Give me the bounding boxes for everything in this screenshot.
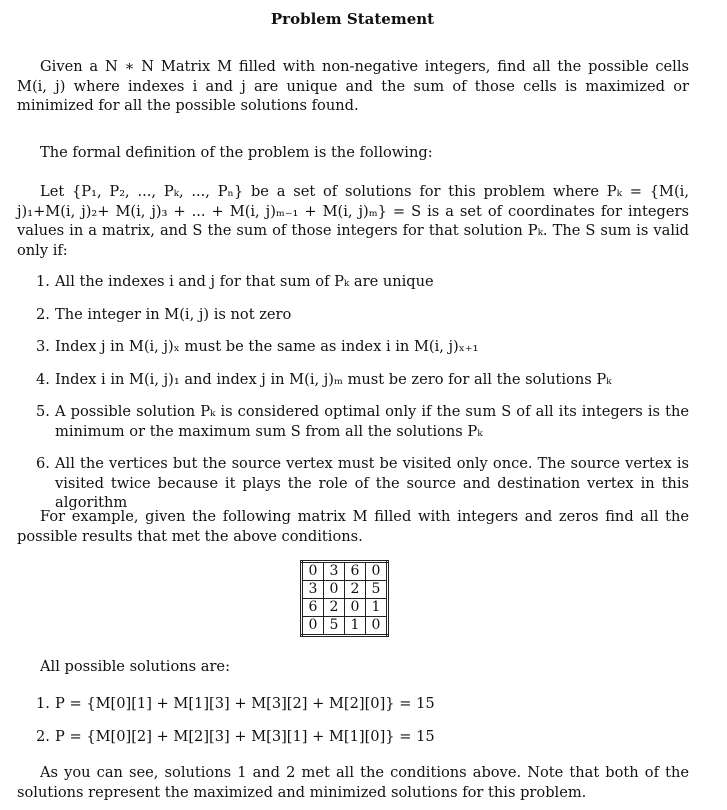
matrix-cell: 1 [345,617,366,636]
matrix-cell: 2 [345,581,366,599]
matrix-cell: 3 [324,562,345,581]
page-title: Problem Statement [270,10,435,28]
matrix-cell: 1 [366,599,388,617]
matrix-cell: 3 [302,581,324,599]
solution-item: 2. P = {M[0][2] + M[2][3] + M[3][1] + M[1][0]} = 15 [36,727,435,745]
definition-paragraph: Let {P₁, P₂, ..., Pₖ, ..., Pₙ} be a set of solutions for this problem where Pₖ = {M(i, j)₁+M(i, j)₂+ M(i, j)₃ + ... + M(i, j)ₘ₋₁ + M(i, j)ₘ} = S is a set of coordinates for integers values in a matrix, and S the sum of those integers for that solution Pₖ. The S sum is valid only if: [17,183,689,259]
matrix-cell: 0 [366,562,388,581]
matrix-cell: 6 [302,599,324,617]
matrix-row [302,599,388,617]
conclusion-paragraph: As you can see, solutions 1 and 2 met all the conditions above. Note that both of the solutions represent the maximized and minimized solutions for this problem. [17,764,689,801]
solutions-label: All possible solutions are: [40,658,230,675]
intro-paragraph: Given a N ∗ N Matrix M filled with non-negative integers, find all the possible cells M(i, j) where indexes i and j are unique and the sum of those cells is maximized or minimized for all the possible solutions found. [17,58,689,114]
matrix-cell: 0 [302,617,324,636]
conditions-list [17,272,689,513]
matrix-cell: 2 [324,599,345,617]
solutions-list [17,694,689,746]
matrix-row [302,617,388,636]
matrix-cell: 6 [345,562,366,581]
matrix-cell: 0 [345,599,366,617]
condition-item: 4. Index i in M(i, j)₁ and index j in M(i, j)ₘ must be zero for all the solutions Pₖ [36,370,612,388]
condition-item: 3. Index j in M(i, j)ₓ must be the same as index i in M(i, j)ₓ₊₁ [36,338,479,355]
matrix-cell: 0 [324,581,345,599]
condition-item: 2. The integer in M(i, j) is not zero [36,305,292,323]
solution-item: 1. P = {M[0][1] + M[1][3] + M[3][2] + M[2][0]} = 15 [36,695,435,712]
formal-intro: The formal definition of the problem is the following: [40,144,433,161]
example-intro: For example, given the following matrix M filled with integers and zeros find all the possible results that met the above conditions. [17,508,689,545]
matrix-cell: 5 [324,617,345,636]
matrix-row [302,562,388,581]
matrix-cell: 0 [366,617,388,636]
condition-item: 1. All the indexes i and j for that sum of Pₖ are unique [36,273,434,290]
condition-item: 6. All the vertices but the source vertex must be visited only once. The source vertex is visited twice because it plays the role of the source and destination vertex in this algorithm [36,455,689,511]
condition-item: 5. A possible solution Pₖ is considered optimal only if the sum S of all its integers is the minimum or the maximum sum S from all the solutions Pₖ [36,403,689,440]
matrix-row [302,581,388,599]
matrix-cell: 5 [366,581,388,599]
example-matrix [300,560,389,637]
matrix-cell: 0 [302,562,324,581]
